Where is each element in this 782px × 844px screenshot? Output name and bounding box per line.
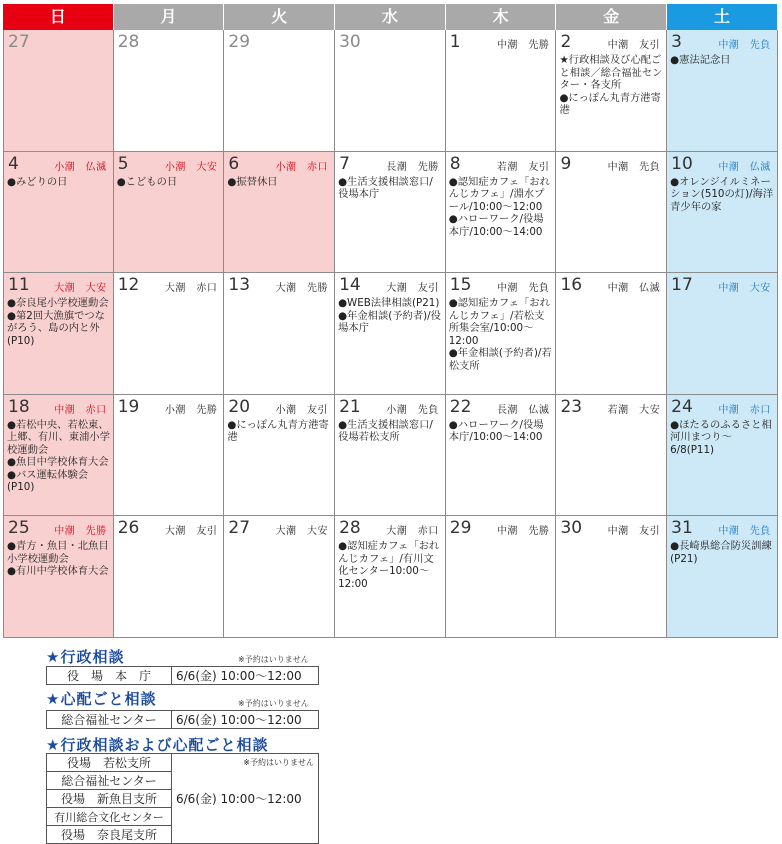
day-events	[7, 297, 111, 347]
weekday-header	[3, 4, 778, 30]
calendar-day	[3, 30, 114, 152]
event-item: ●長崎県総合防災訓練(P21)	[670, 540, 772, 565]
day-events	[449, 419, 554, 444]
worry-consult-time: 6/6(金) 10:00〜12:00	[172, 711, 319, 729]
admin-consult-place: 役 場 本 庁	[47, 667, 172, 685]
both-consult-title: ★行政相談および心配ごと相談	[46, 736, 269, 754]
both-consult-place: 役場 奈良尾支所	[47, 826, 172, 844]
day-number: 17	[671, 275, 693, 295]
calendar-day	[446, 152, 557, 274]
calendar-day	[3, 152, 114, 274]
tide-rokuyo: 小潮 先勝	[164, 404, 218, 416]
calendar-day	[446, 395, 557, 517]
calendar	[3, 4, 778, 638]
day-number: 14	[339, 275, 361, 295]
tide-rokuyo: 小潮 大安	[164, 161, 218, 173]
day-number: 21	[339, 396, 361, 417]
day-number: 8	[449, 153, 461, 174]
day-number: 16	[560, 275, 583, 295]
day-number: 1	[449, 32, 461, 52]
tide-rokuyo: 若潮 友引	[496, 161, 550, 173]
calendar-day	[335, 516, 446, 638]
tide-rokuyo: 中潮 先負	[496, 283, 550, 294]
calendar-day	[335, 273, 446, 395]
event-item: ★行政相談及び心配ご と相談／総合福祉センター・各支所	[559, 54, 663, 91]
day-number: 29	[449, 518, 472, 538]
calendar-day	[446, 30, 557, 152]
day-events	[670, 540, 775, 565]
tide-rokuyo: 大潮 友引	[386, 283, 439, 294]
calendar-day	[667, 516, 778, 638]
day-number: 30	[560, 518, 583, 538]
weekday-tue: 火	[224, 4, 335, 30]
calendar-day	[446, 273, 557, 395]
day-number: 12	[117, 275, 140, 295]
tide-rokuyo: 中潮 赤口	[718, 404, 771, 416]
weekday-thu: 木	[446, 4, 557, 30]
event-item: ●年金相談(予約者)/役場本庁	[338, 309, 441, 334]
tide-rokuyo: 大潮 大安	[275, 526, 329, 537]
day-events	[670, 419, 775, 457]
event-item: ●憲法記念日	[670, 54, 731, 66]
worry-consult-title: ★心配ごと相談	[46, 690, 157, 708]
tide-rokuyo: 大潮 赤口	[164, 283, 218, 294]
calendar-day	[224, 516, 335, 638]
event-item: ●奈良尾小学校運動会	[7, 297, 109, 309]
calendar-week	[3, 273, 778, 395]
day-number: 27	[228, 518, 251, 538]
day-events	[670, 54, 775, 67]
both-consult-time: 6/6(金) 10:00〜12:00	[176, 792, 302, 806]
event-item: ●ほたるのふるさと相河川まつり〜6/8(P11)	[670, 418, 772, 456]
tide-rokuyo: 大潮 友引	[164, 526, 218, 537]
day-number: 22	[449, 396, 472, 417]
tide-rokuyo: 若潮 大安	[607, 404, 661, 416]
weekday-wed: 水	[335, 4, 446, 30]
day-events	[449, 297, 554, 372]
admin-consult-note: ※予約はいりません	[238, 655, 309, 664]
event-item: ●青方・魚目・北魚目小学校運動会	[7, 540, 109, 565]
event-item: ●若松中央、若松東、上郷、有川、東浦小学校運動会	[7, 418, 110, 456]
calendar-week	[3, 152, 778, 274]
day-number: 30	[339, 32, 361, 52]
event-item: ●認知症カフェ「おれんじカフェ」/淵水プール/10:00〜12:00	[448, 175, 550, 213]
day-events	[449, 176, 554, 239]
day-number: 3	[671, 32, 682, 52]
both-consult-place: 有川総合文化センター	[47, 808, 172, 826]
day-number: 26	[117, 518, 140, 538]
tide-rokuyo: 中潮 仏滅	[607, 283, 661, 294]
calendar-day	[3, 516, 114, 638]
tide-rokuyo: 中潮 仏滅	[718, 161, 771, 173]
day-number: 24	[671, 396, 693, 417]
event-item: ●みどりの日	[7, 175, 68, 188]
day-number: 19	[117, 396, 140, 417]
day-events	[227, 176, 332, 189]
calendar-day	[224, 30, 335, 152]
day-number: 5	[117, 153, 129, 174]
calendar-day	[556, 395, 667, 517]
both-consult-note: ※予約はいりません	[243, 758, 314, 767]
event-item: ●こどもの日	[116, 175, 178, 188]
calendar-day	[667, 152, 778, 274]
calendar-day	[335, 30, 446, 152]
tide-rokuyo: 中潮 先負	[718, 526, 771, 537]
worry-consult-table	[46, 710, 319, 729]
calendar-grid	[3, 30, 778, 638]
tide-rokuyo: 中潮 先負	[718, 40, 771, 51]
calendar-week	[3, 30, 778, 152]
tide-rokuyo: 小潮 仏滅	[54, 161, 107, 173]
tide-rokuyo: 小潮 赤口	[275, 161, 329, 173]
admin-consult-time: 6/6(金) 10:00〜12:00	[172, 667, 319, 685]
calendar-day	[114, 395, 225, 517]
both-consult-place: 役場 新魚目支所	[47, 790, 172, 808]
event-item: ●にっぽん丸青方港寄港	[227, 418, 329, 443]
calendar-week	[3, 395, 778, 517]
tide-rokuyo: 中潮 友引	[607, 40, 661, 51]
calendar-day	[114, 516, 225, 638]
event-item: ●オレンジイルミネーション(510の灯)/海洋青少年の家	[670, 175, 774, 213]
both-consult-time-cell	[172, 754, 319, 844]
day-number: 31	[671, 518, 693, 538]
calendar-day	[556, 516, 667, 638]
day-events	[338, 540, 443, 590]
day-number: 29	[228, 32, 251, 52]
calendar-day	[556, 273, 667, 395]
tide-rokuyo: 中潮 大安	[718, 283, 771, 294]
day-events	[670, 176, 775, 214]
event-item: ●にっぽん丸青方港寄港	[559, 91, 661, 116]
calendar-day	[446, 516, 557, 638]
tide-rokuyo: 小潮 友引	[275, 404, 329, 416]
day-events	[338, 297, 443, 335]
event-item: ●魚目中学校体育大会	[7, 456, 109, 468]
tide-rokuyo: 大潮 先勝	[275, 283, 329, 294]
calendar-day	[667, 273, 778, 395]
day-events	[117, 176, 222, 189]
tide-rokuyo: 長潮 仏滅	[496, 404, 550, 416]
calendar-day	[3, 273, 114, 395]
calendar-day	[114, 152, 225, 274]
calendar-day	[556, 30, 667, 152]
event-item: ●WEB法律相談(P21)	[338, 297, 440, 309]
day-number: 15	[449, 275, 472, 295]
day-events	[559, 54, 664, 117]
day-number: 28	[117, 32, 140, 52]
calendar-day	[335, 152, 446, 274]
calendar-day	[114, 273, 225, 395]
day-events	[227, 419, 332, 444]
event-item: ●年金相談(予約者)/若松支所	[448, 347, 552, 372]
day-events	[7, 419, 111, 494]
weekday-mon: 月	[114, 4, 225, 30]
tide-rokuyo: 中潮 赤口	[54, 404, 107, 416]
event-item: ●認知症カフェ「おれんじカフェ」/若松支所集会室/10:00〜12:00	[448, 297, 550, 347]
both-consult-place: 役場 若松支所	[47, 754, 172, 772]
day-number: 20	[228, 396, 251, 417]
calendar-day	[556, 152, 667, 274]
tide-rokuyo: 中潮 先負	[607, 161, 661, 173]
tide-rokuyo: 中潮 先勝	[496, 40, 550, 51]
tide-rokuyo: 中潮 友引	[607, 526, 661, 537]
admin-consult-title: ★行政相談	[46, 648, 125, 666]
event-item: ●生活支援相談窓口/役場本庁	[338, 175, 433, 200]
event-item: ●第2回大漁旗でつながろう、島の内と外(P10)	[7, 309, 105, 347]
event-item: ●認知症カフェ「おれんじカフェ」/有川文化センター10:00〜12:00	[338, 540, 440, 590]
event-item: ●ハローワーク/役場本庁/10:00〜14:00	[448, 418, 544, 443]
calendar-day	[667, 395, 778, 517]
weekday-sat: 土	[667, 4, 778, 30]
worry-consult-note: ※予約はいりません	[238, 699, 309, 708]
day-number: 13	[228, 275, 251, 295]
day-events	[338, 176, 443, 201]
calendar-week	[3, 516, 778, 638]
day-number: 6	[228, 153, 240, 174]
tide-rokuyo: 大潮 大安	[54, 283, 107, 294]
day-events	[7, 540, 111, 578]
tide-rokuyo: 大潮 赤口	[386, 526, 439, 537]
both-consult-place: 総合福祉センター	[47, 772, 172, 790]
day-number: 28	[339, 518, 361, 538]
day-number: 10	[671, 153, 693, 174]
day-number: 2	[560, 32, 572, 52]
day-number: 27	[8, 32, 30, 52]
calendar-day	[667, 30, 778, 152]
tide-rokuyo: 長潮 先勝	[386, 161, 439, 173]
tide-rokuyo: 小潮 先負	[386, 404, 439, 416]
worry-consult-place: 総合福祉センター	[47, 711, 172, 729]
tide-rokuyo: 中潮 先勝	[496, 526, 550, 537]
day-number: 9	[560, 153, 572, 174]
event-item: ●振替休日	[227, 175, 278, 188]
day-number: 11	[8, 275, 30, 295]
calendar-day	[335, 395, 446, 517]
day-number: 4	[8, 153, 19, 174]
day-number: 18	[8, 396, 30, 417]
day-number: 7	[339, 153, 350, 174]
calendar-day	[224, 152, 335, 274]
day-events	[7, 176, 111, 189]
calendar-day	[114, 30, 225, 152]
calendar-day	[224, 395, 335, 517]
admin-consult-table	[46, 666, 319, 685]
day-number: 25	[8, 518, 30, 538]
weekday-fri: 金	[556, 4, 667, 30]
event-item: ●ハローワーク/役場本庁/10:00〜14:00	[448, 213, 544, 238]
day-events	[338, 419, 443, 444]
weekday-sun: 日	[3, 4, 114, 30]
calendar-day	[224, 273, 335, 395]
tide-rokuyo: 中潮 先勝	[54, 526, 107, 537]
both-consult-table	[46, 753, 319, 844]
calendar-day	[3, 395, 114, 517]
event-item: ●生活支援相談窓口/役場若松支所	[338, 418, 433, 443]
event-item: ●有川中学校体育大会	[7, 565, 109, 577]
day-number: 23	[560, 396, 583, 417]
event-item: ●バス運転体験会(P10)	[7, 468, 89, 493]
